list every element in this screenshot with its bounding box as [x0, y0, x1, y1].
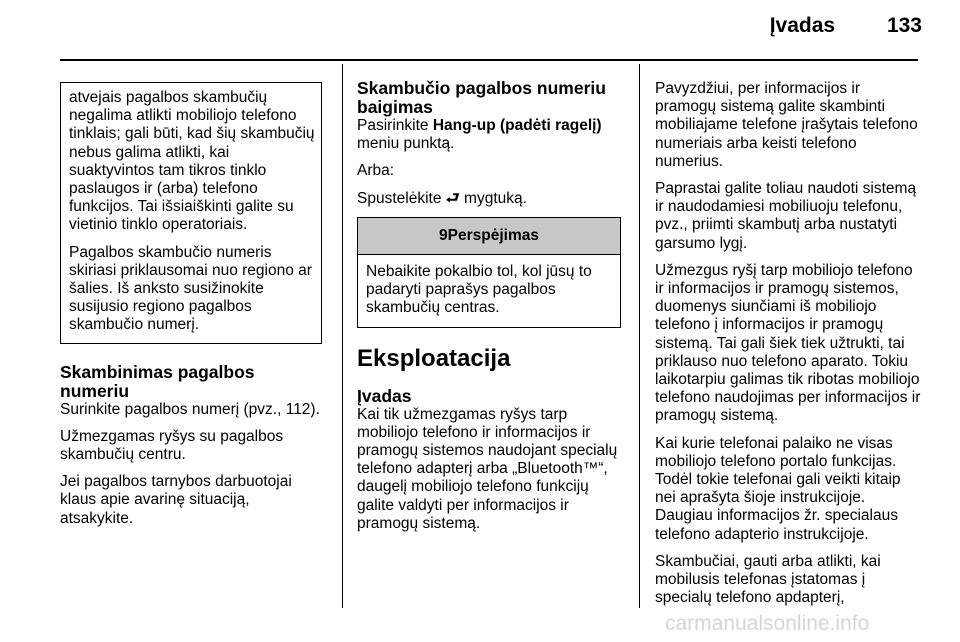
paragraph: Spustelėkite ⮐ mygtuką. [357, 189, 527, 207]
emergency-call-heading: Skambinimas pagalbos numeriu [60, 361, 255, 401]
paragraph: Paprastai galite toliau naudoti sistemą ir naudodamiesi mobiliuoju telefonu, pvz., priimti skambutį arba nustatyti garsumo lygį. [655, 180, 917, 252]
column-2 [357, 79, 621, 542]
paragraph: Surinkite pagalbos numerį (pvz., 112). [60, 400, 320, 418]
paragraph: Užmezgus ryšį tarp mobiliojo telefono ir informacijos ir pramogų sistemos, duomenys siunčiami iš mobiliojo telefono į informacijos ir pramogų sistemą. Tai gali šiek tiek užtrukti, tai priklauso nuo telefono aparato. Tokiu laikotarpiu galimas tik ribotas mobiliojo telefono naudojimas per informacijos ir pramogų sistemą. [655, 261, 921, 425]
menu-item-hang-up: Hang-up (padėti ragelį) [432, 117, 602, 134]
warning-header [358, 218, 620, 255]
paragraph: Skambučiai, gauti arba atlikti, kai mobilusis telefonas įstatomas į specialų telefono apdapterį, [655, 552, 881, 607]
intro-subheading: Įvadas [357, 385, 412, 406]
paragraph: Arba: [357, 162, 395, 180]
header-rule [60, 59, 918, 61]
note-box [60, 82, 322, 344]
note-paragraph-1: atvejais pagalbos skambučių negalima atlikti mobiliojo telefono tinklais; gali būti, kad šių skambučių nebus galima atlikti, kai suaktyvintos tam tikros tinklo paslaugos ir (arba) telefono funkcijos. Tai išsiaiškinti galite su vietinio tinklo operatoriais. [69, 89, 315, 234]
end-call-button-icon: ⮐ [445, 189, 460, 207]
column-1 [60, 82, 322, 537]
paragraph: Kai kurie telefonai palaiko ne visas mobiliojo telefono portalo funkcijas. Todėl tokie telefonai gali veikti kitaip nei aprašyta šioje instrukcijoje. Daugiau informacijos žr. specialaus telefono adapterio instrukcijoje. [655, 434, 901, 543]
page-number: 133 [886, 14, 922, 37]
warning-text: Nebaikite pokalbio tol, kol jūsų to padaryti paprašys pagalbos skambučių centras. [366, 262, 592, 317]
note-paragraph-2: Pagalbos skambučio numeris skiriasi priklausomai nuo regiono ar šalies. Iš anksto susižinokite susijusio regiono pagalbos skambučio numerį. [69, 243, 312, 334]
paragraph: Pavyzdžiui, per informacijos ir pramogų sistemą galite skambinti mobiliajame telefone įrašytais telefono numeriais arba keisti telefono numerius. [655, 80, 918, 170]
column-3 [655, 80, 921, 616]
end-call-heading: Skambučio pagalbos numeriu baigimas [357, 78, 606, 117]
warning-icon: 9 [439, 226, 448, 244]
warning-title: Perspėjimas [447, 226, 539, 244]
section-title: Įvadas [769, 14, 836, 37]
paragraph: Užmezgamas ryšys su pagalbos skambučių centru. [60, 427, 284, 464]
operation-heading: Eksploatacija [357, 345, 511, 373]
paragraph: Kai tik užmezgamas ryšys tarp mobiliojo telefono ir informacijos ir pramogų sistemos naudojant specialų telefono adapterį arba „Bluetooth™“, daugelį mobiliojo telefono funkcijų galite valdyti per informacijos ir pramogų sistemą. [357, 405, 618, 532]
paragraph: Jei pagalbos tarnybos darbuotojai klaus apie avarinę situaciją, atsakykite. [60, 473, 292, 527]
column-divider-2 [639, 64, 640, 608]
watermark: carmanualsonline.info [665, 612, 870, 635]
page-header [770, 14, 922, 38]
column-divider-1 [342, 64, 343, 608]
warning-box [357, 217, 621, 329]
paragraph: Pasirinkite Hang-up (padėti ragelį) meniu punktą. [357, 117, 602, 153]
